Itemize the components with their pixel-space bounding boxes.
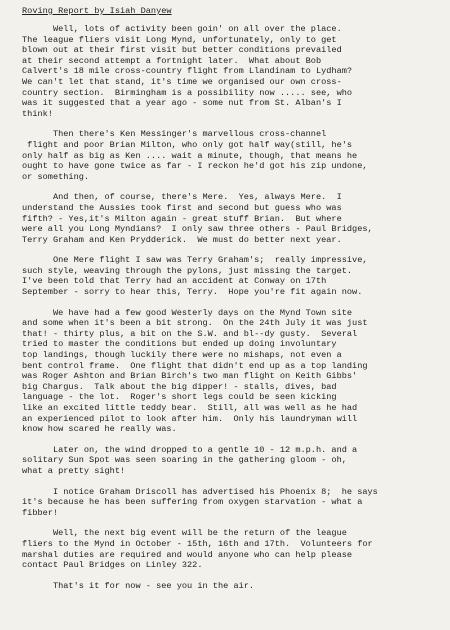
paragraph	[22, 581, 430, 592]
paragraph	[22, 24, 430, 119]
text-line: fifth? - Yes,it's Milton again - great stuff Brian. But where	[22, 213, 342, 224]
text-line: September - sorry to hear this, Terry. Hope you're fit again now.	[22, 287, 363, 298]
text-line: blown out at their first visit but better conditions prevailed	[22, 45, 342, 56]
paragraph	[22, 129, 430, 182]
text-line: big Chargus. Talk about the big dipper! - stalls, dives, bad	[22, 381, 337, 392]
text-line: language - the lot. Roger's short legs could be seen kicking	[22, 392, 337, 403]
text-line: only half as big as Ken .... wait a minute, though, that means he	[22, 150, 358, 161]
text-line: fliers to the Mynd in October - 15th, 16th and 17th. Volunteers for	[22, 538, 373, 549]
text-line: what a pretty sight!	[22, 465, 126, 476]
text-line: We have had a few good Westerly days on the Mynd Town site	[22, 307, 353, 318]
text-line: I've been told that Terry had an accident at Conway on 17th	[22, 276, 327, 287]
text-line: was it suggested that a year ago - some nut from St. Alban's I	[22, 98, 342, 109]
text-line: tried to master the conditions but ended up doing involuntary	[22, 339, 337, 350]
report-title: Roving Report by Isiah Danyew	[22, 6, 172, 16]
text-line: solitary Sun Spot was seen soaring in the gathering gloom - oh,	[22, 455, 347, 466]
text-line: that! - thirty plus, a bit on the S.W. and bl--dy gusty. Several	[22, 328, 358, 339]
text-line: The league fliers visit Long Mynd, unfortunately, only to get	[22, 34, 337, 45]
paragraph	[22, 528, 430, 570]
text-line: country section. Birmingham is a possibility now ..... see, who	[22, 87, 353, 98]
paragraph	[22, 487, 430, 519]
text-line: an experienced pilot to look after him. Only his laundryman will	[22, 413, 358, 424]
text-line: like an excited little teddy bear. Still, all was well as he had	[22, 403, 358, 413]
text-line: I notice Graham Driscoll has advertised his Phoenix 8; he says	[22, 486, 378, 497]
text-line: top landings, though luckily there were no mishaps, not even a	[22, 350, 342, 361]
paragraph	[22, 445, 430, 477]
text-line: Calvert's 18 mile cross-country flight from Llandinam to Lydham?	[22, 66, 353, 77]
paragraph	[22, 192, 430, 245]
text-line: marshal duties are required and would anyone who can help please	[22, 549, 353, 560]
paragraph	[22, 255, 430, 297]
text-line: know how scared he really was.	[22, 424, 177, 435]
paragraph	[22, 308, 430, 435]
text-line: or something.	[22, 171, 90, 182]
text-line: Then there's Ken Messinger's marvellous cross-channel	[22, 129, 327, 140]
text-line: understand the Aussies took first and second but guess who was	[22, 202, 342, 213]
text-line: at their second attempt a fortnight later. What about Bob	[22, 55, 322, 66]
text-line: fibber!	[22, 507, 59, 518]
text-line: contact Paul Bridges on Linley 322.	[22, 560, 203, 571]
text-line: We can't let that stand, it's time we organised our own cross-	[22, 76, 342, 87]
text-line: And then, of course, there's Mere. Yes, always Mere. I	[22, 192, 342, 203]
text-line: Well, lots of activity been goin' on all over the place.	[22, 24, 342, 34]
text-line: it's because he has been suffering from oxygen starvation - what a	[22, 497, 363, 508]
text-line: That's it for now - see you in the air.	[22, 580, 255, 591]
text-line: Well, the next big event will be the return of the league	[22, 528, 347, 539]
text-line: think!	[22, 108, 53, 119]
text-line: and some when it's been a bit strong. On the 24th July it was just	[22, 318, 368, 329]
text-line: bent control frame. One flight that didn't end up as a top landing	[22, 360, 368, 371]
report-body	[22, 24, 430, 591]
text-line: Later on, the wind dropped to a gentle 10 - 12 m.p.h. and a	[22, 444, 358, 455]
text-line: Terry Graham and Ken Prydderick. We must do better next year.	[22, 234, 342, 245]
text-line: flight and poor Brian Milton, who only got half way(still, he's	[22, 139, 353, 150]
text-line: One Mere flight I saw was Terry Graham's; really impressive,	[22, 255, 368, 266]
text-line: ought to have gone twice as far - I reckon he'd got his zip undone,	[22, 161, 368, 172]
text-line: such style, weaving through the pylons, just missing the target.	[22, 265, 353, 276]
text-line: were all you Long Myndians? I only saw three others - Paul Bridges,	[22, 224, 373, 235]
text-line: was Roger Ashton and Brian Birch's two man flight on Keith Gibbs'	[22, 371, 358, 382]
